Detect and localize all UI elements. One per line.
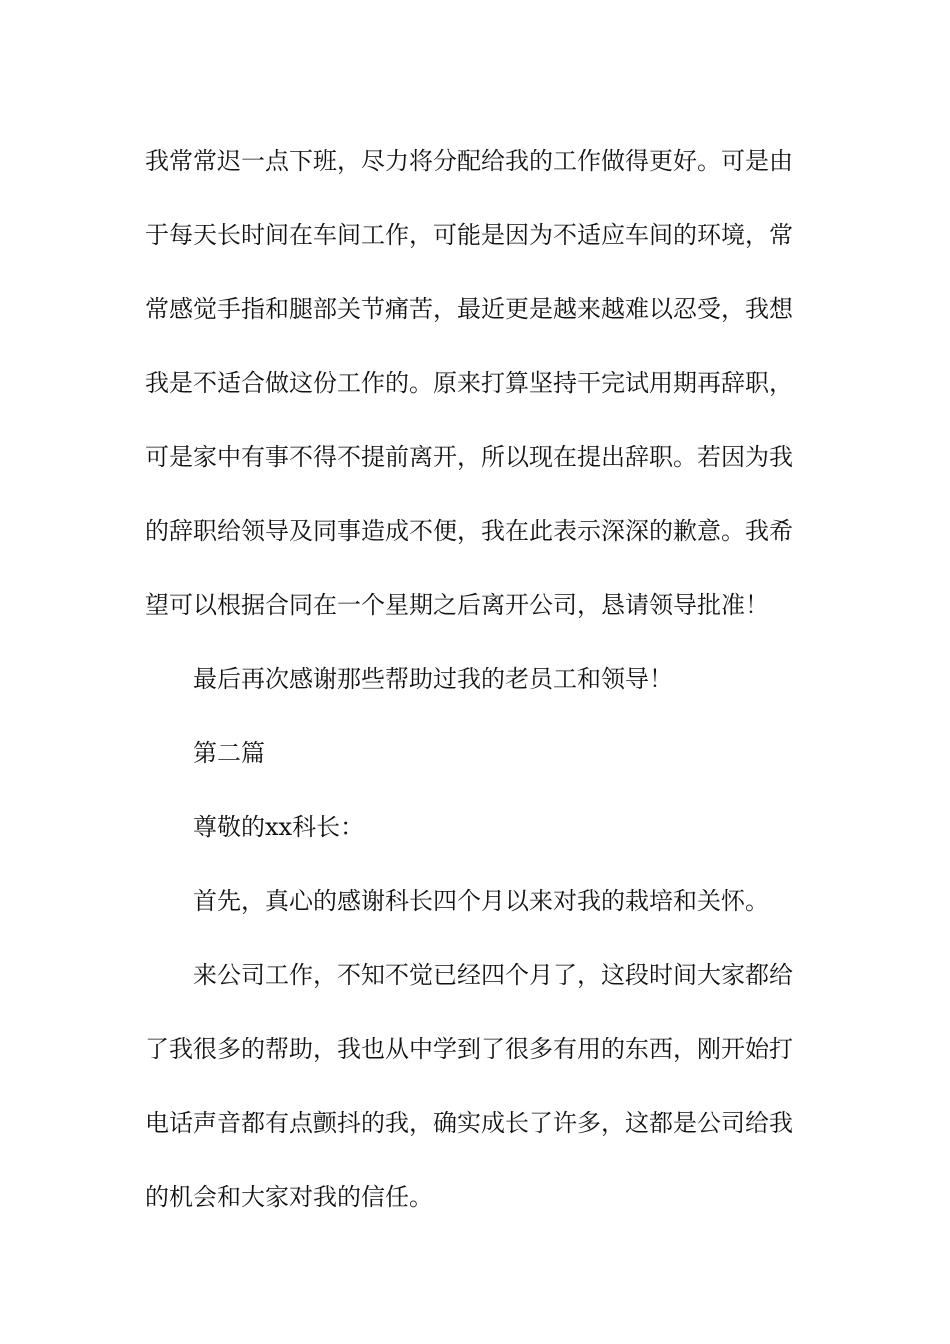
salutation: 尊敬的xx科长： [193,813,365,841]
text-line: 了我很多的帮助，我也从中学到了很多有用的东西，刚开始打 [145,1035,793,1063]
text-line: 我常常迟一点下班，尽力将分配给我的工作做得更好。可是由 [145,147,793,175]
text-line: 望可以根据合同在一个星期之后离开公司，恳请领导批准！ [145,591,769,619]
document-body [145,124,805,1234]
paragraph-opening: 首先，真心的感谢科长四个月以来对我的栽培和关怀。 [193,887,769,915]
text-line: 可是家中有事不得不提前离开，所以现在提出辞职。若因为我 [145,443,793,471]
paragraph-thanks: 最后再次感谢那些帮助过我的老员工和领导！ [193,665,673,693]
text-line: 常感觉手指和腿部关节痛苦，最近更是越来越难以忍受，我想 [145,295,793,323]
paragraph-start: 来公司工作，不知不觉已经四个月了，这段时间大家都给 [193,961,793,989]
text-line: 电话声音都有点颤抖的我，确实成长了许多，这都是公司给我 [145,1109,793,1137]
text-line: 我是不适合做这份工作的。原来打算坚持干完试用期再辞职， [145,369,793,397]
text-line: 的辞职给领导及同事造成不便，我在此表示深深的歉意。我希 [145,517,793,545]
text-line: 的机会和大家对我的信任。 [145,1183,433,1211]
section-heading: 第二篇 [193,739,265,767]
text-line: 于每天长时间在车间工作，可能是因为不适应车间的环境，常 [145,221,793,249]
